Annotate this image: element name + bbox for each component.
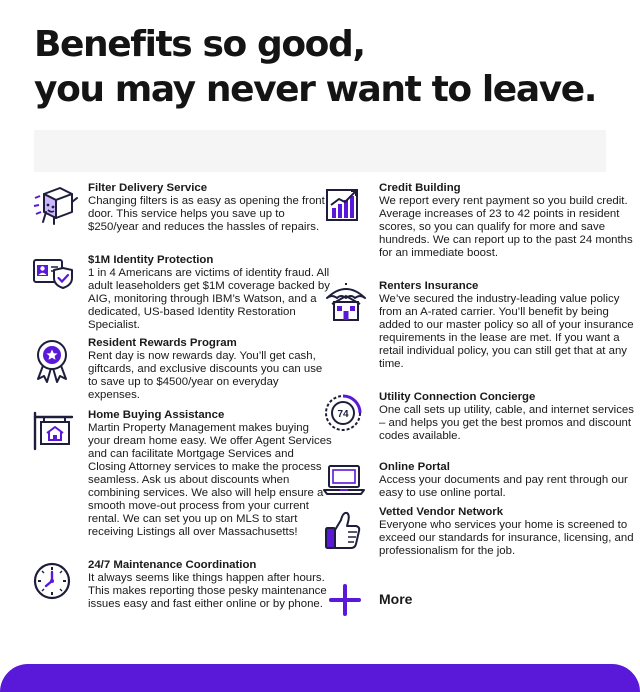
laptop-icon [323, 461, 379, 495]
benefit-online-portal [323, 461, 635, 506]
home-sign-icon [32, 409, 88, 451]
page-headline [34, 22, 634, 112]
benefit-utility-concierge [323, 391, 635, 461]
delivery-box-icon [32, 182, 88, 226]
benefit-description: We’ve secured the industry-leading value policy from an A-rated carrier. You’ll benefit by being added to our master policy so all of your insurance requirements in the lease are met. If you want a retail individual policy, you can still get that at any time. [379, 293, 634, 370]
benefit-title: Vetted Vendor Network [379, 506, 504, 518]
benefit-identity-protection [32, 254, 332, 337]
benefit-title: 24/7 Maintenance Coordination [88, 559, 257, 571]
benefit-description: Rent day is now rewards day. You’ll get cash, giftcards, and exclusive discounts you can use to save up to $4500/year on everyday expenses. [88, 350, 323, 401]
headline-line-2: you may never want to leave. [34, 69, 597, 110]
benefits-left-column [32, 182, 332, 631]
thumbs-up-icon [323, 506, 379, 552]
plus-icon [323, 580, 379, 618]
more-label: More [379, 591, 413, 607]
benefit-title: Home Buying Assistance [88, 409, 225, 421]
benefit-vendor-network [323, 506, 635, 580]
benefit-maintenance [32, 559, 332, 631]
benefit-renters-insurance [323, 280, 635, 391]
benefit-description: Everyone who services your home is screened to exceed our standards for insurance, licensing, and professionalism for the job. [379, 519, 634, 557]
clock-icon [32, 559, 88, 601]
benefit-description: Access your documents and pay rent through our easy to use online portal. [379, 474, 628, 499]
benefit-description: Martin Property Management makes buying your dream home easy. We offer Agent Services and can facilitate Mortgage Services and Closing Attorney services to make the process seamless. Ask us about discounts when combining services. We also will help ensure a smooth move-out process from your current rental. We can set you up on MLS to start receiving Listings all over Massachusetts! [88, 422, 332, 538]
headline-line-1: Benefits so good, [34, 24, 365, 65]
house-umbrella-icon [323, 280, 379, 322]
benefit-title: Renters Insurance [379, 280, 479, 292]
benefit-description: One call sets up utility, cable, and internet services – and helps you get the best promos and discount codes available. [379, 404, 634, 442]
more-benefits-link[interactable] [323, 580, 635, 618]
benefits-right-column [323, 182, 635, 618]
benefit-title: Online Portal [379, 461, 450, 473]
footer-bar [0, 664, 640, 692]
benefit-description: Changing filters is as easy as opening the front door. This service helps you save up to $250/year and reduces the hassles of repairs. [88, 195, 325, 233]
thermostat-icon [323, 391, 379, 433]
identity-shield-icon [32, 254, 88, 290]
benefit-home-buying [32, 409, 332, 559]
benefit-title: Filter Delivery Service [88, 182, 208, 194]
benefit-filter-delivery [32, 182, 332, 254]
thermostat-reading: 74 [337, 409, 349, 420]
benefit-description: We report every rent payment so you build credit. Average increases of 23 to 42 points in resident scores, so you can qualify for more and save hundreds. We can report up to the past 24 months for an immediate boost. [379, 195, 633, 259]
benefit-resident-rewards [32, 337, 332, 409]
benefit-title: Utility Connection Concierge [379, 391, 536, 403]
benefit-title: $1M Identity Protection [88, 254, 214, 266]
benefit-title: Credit Building [379, 182, 461, 194]
credit-chart-icon [323, 182, 379, 224]
benefit-credit-building [323, 182, 635, 280]
header-band [34, 130, 606, 172]
benefit-description: It always seems like things happen after hours. This makes reporting those pesky maintenance issues easy and fast either online or by phone. [88, 572, 327, 610]
award-ribbon-icon [32, 337, 88, 383]
benefit-title: Resident Rewards Program [88, 337, 237, 349]
benefit-description: 1 in 4 Americans are victims of identity fraud. All adult leaseholders get $1M coverage backed by AIG, monitoring through IBM’s Watson, and a dedicated, US-based Identity Restoration Specialist. [88, 267, 330, 331]
